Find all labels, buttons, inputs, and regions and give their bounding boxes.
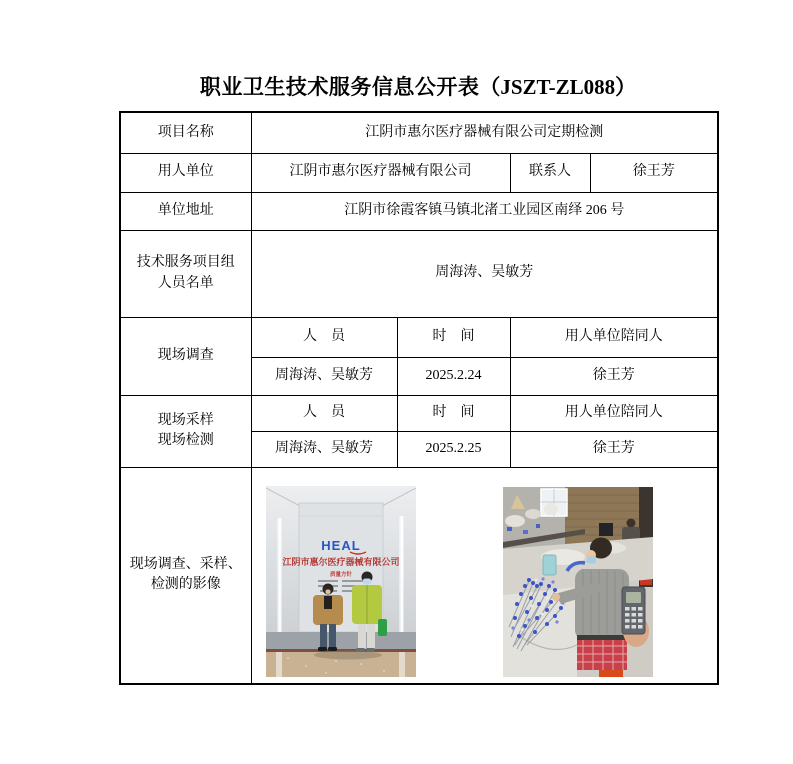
row-address [120,192,718,230]
team-label-line1: 技术服务项目组 [136,255,235,271]
project-label: 项目名称 [120,112,251,153]
lobby-logo-text: HEAL [320,537,361,553]
page-title [119,71,717,101]
survey-header-time: 时 间 [397,317,510,357]
address-label: 单位地址 [120,192,251,230]
images-label-line1: 现场调查、采样、 [129,556,242,572]
images-label-line2: 检测的影像 [150,577,221,593]
team-label [120,230,251,317]
sampling-header-time: 时 间 [397,395,510,431]
sampling-person: 周海涛、吴敏芳 [251,431,397,467]
images-label [120,467,251,684]
survey-label: 现场调查 [120,317,251,395]
sampling-label [120,395,251,467]
images-cell [251,467,718,684]
team-label-line2: 人员名单 [157,275,214,291]
row-sampling-header [120,395,718,431]
sampling-label-line1: 现场采样 [157,412,214,428]
row-team [120,230,718,317]
row-project [120,112,718,153]
page-title-main: 职业卫生技术服务信息公开表 [199,75,480,99]
survey-escort: 徐王芳 [510,357,718,395]
address-value: 江阴市徐霞客镇马镇北渚工业园区南绎 206 号 [251,192,718,230]
row-survey-header [120,317,718,357]
project-value: 江阴市惠尔医疗器械有限公司定期检测 [251,112,718,153]
meter-hand [622,587,649,647]
employer-label: 用人单位 [120,153,251,192]
row-images [120,467,718,684]
sampling-time: 2025.2.25 [397,431,510,467]
sampling-header-escort: 用人单位陪同人 [510,395,718,431]
sampling-escort: 徐王芳 [510,431,718,467]
survey-person: 周海涛、吴敏芳 [251,357,397,395]
team-value: 周海涛、吴敏芳 [251,230,718,317]
page-title-code: （JSZT-ZL088） [479,75,637,99]
contact-value: 徐王芳 [590,153,718,192]
disclosure-table [119,111,719,685]
sampling-header-person: 人 员 [251,395,397,431]
row-employer [120,153,718,192]
contact-label: 联系人 [510,153,590,192]
survey-header-person: 人 员 [251,317,397,357]
lobby-slogan-text: 质量方针 [329,571,352,578]
sampling-label-line2: 现场检测 [157,433,214,448]
photo-workshop [503,487,653,677]
survey-header-escort: 用人单位陪同人 [510,317,718,357]
survey-time: 2025.2.24 [397,357,510,395]
photo-lobby [266,486,416,677]
lobby-company-text: 江阴市惠尔医疗器械有限公司 [281,556,400,567]
employer-value: 江阴市惠尔医疗器械有限公司 [251,153,510,192]
